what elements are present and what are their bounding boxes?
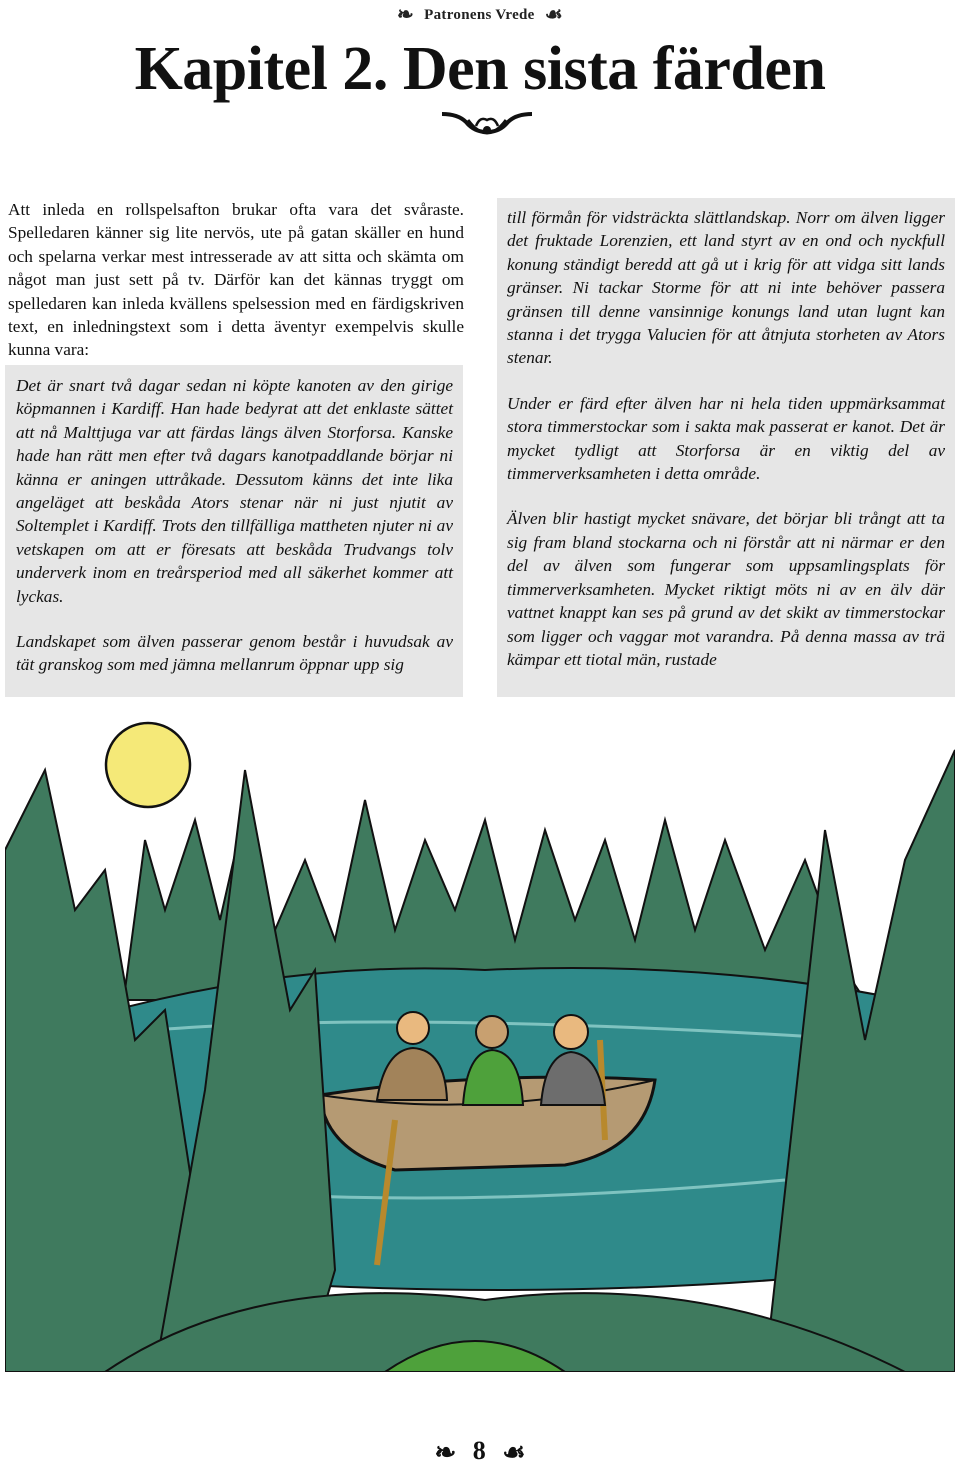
page-number: 8: [472, 1436, 486, 1465]
canoe-forest-illustration: [5, 710, 955, 1372]
ornament-left-icon: ❧: [434, 1438, 457, 1467]
book-title: Patronens Vrede: [424, 7, 535, 23]
running-header: [0, 2, 960, 27]
flourish-ornament-icon: [438, 108, 536, 144]
page-footer: [0, 1436, 960, 1468]
readaloud-paragraph: Under er färd efter älven har ni hela tiden uppmärksammat stora timmerstockar som i sakta mak passerat er kanot. Det är mycket tydligt att Storforsa är en viktig del av timmerverksamheten i detta område.: [507, 393, 945, 484]
readaloud-paragraph: Landskapet som älven passerar genom består i huvudsak av tät granskog som med jämna mellanrum öppnar upp sig: [16, 632, 453, 675]
chapter-title: Kapitel 2. Den sista färden: [134, 35, 826, 103]
intro-paragraph: Att inleda en rollspelsafton brukar ofta vara det svåraste. Spelledaren känner sig lite nervös, ute på gatan skäller en hund och spelarna verkar mest intresserade av att sitta och skämta om något man just sett på tv. Därför kan det kännas tryggt om spelledaren kan inleda kvällens spelsession med en färdigskriven text, en inledningstext som i detta äventyr exempelvis skulle kunna vara:: [8, 200, 464, 360]
readaloud-paragraph: till förmån för vidsträckta slättlandskap. Norr om älven ligger det fruktade Lorenzien, ett land styrt av en ond och nyckfull konung ständigt beredd att gå ut i krig för att vidga sitt lands gränser. Ni tackar Storme för att ni inte behöver passera gränsen till denne vansinnige konungs land utan lugnt kan stanna i det trygga Valucien för att åtnjuta storheten av Ators stenar.: [507, 208, 945, 368]
sun-icon: [106, 723, 190, 807]
ornament-right-icon: ☙: [544, 4, 563, 26]
readaloud-paragraph: Älven blir hastigt mycket snävare, det börjar bli trångt att ta sig fram bland stockarna och ni förstår att ni närmar er den del av älven som fungerar som uppsamlingsplats för timmerverksamheten. Mycket riktigt möts ni av en älv där vattnet knappt kan ses på grund av det skikt av timmerstockar som ligger och vaggar mot varandra. På denna massa av trä kämpar ett tiotal män, rustade: [507, 509, 945, 669]
readaloud-paragraph: Det är snart två dagar sedan ni köpte kanoten av den girige köpmannen i Kardiff. Han hade bedyrat att det enklaste sättet att nå Malttjuga var att färdas längs älven Storforsa. Kanske hade han rätt men efter två dagars kanotpaddlande börjar ni känna er aningen uttråkade. Dessutom känns det inte lika angeläget att beskåda Ators stenar när ni just njutit av Soltemplet i Kardiff. Trots den tillfälliga mattheten njuter ni av vetskapen om att er föresats att beskåda Trudvangs tolv underverk inom en treårsperiod med all säkerhet kommer att lyckas.: [16, 376, 453, 606]
adventurers: [377, 1012, 605, 1105]
ornament-right-icon: ☙: [502, 1438, 526, 1467]
ornament-left-icon: ❧: [397, 4, 415, 26]
readaloud-box-left: [5, 365, 463, 697]
readaloud-box-right: [497, 198, 955, 697]
